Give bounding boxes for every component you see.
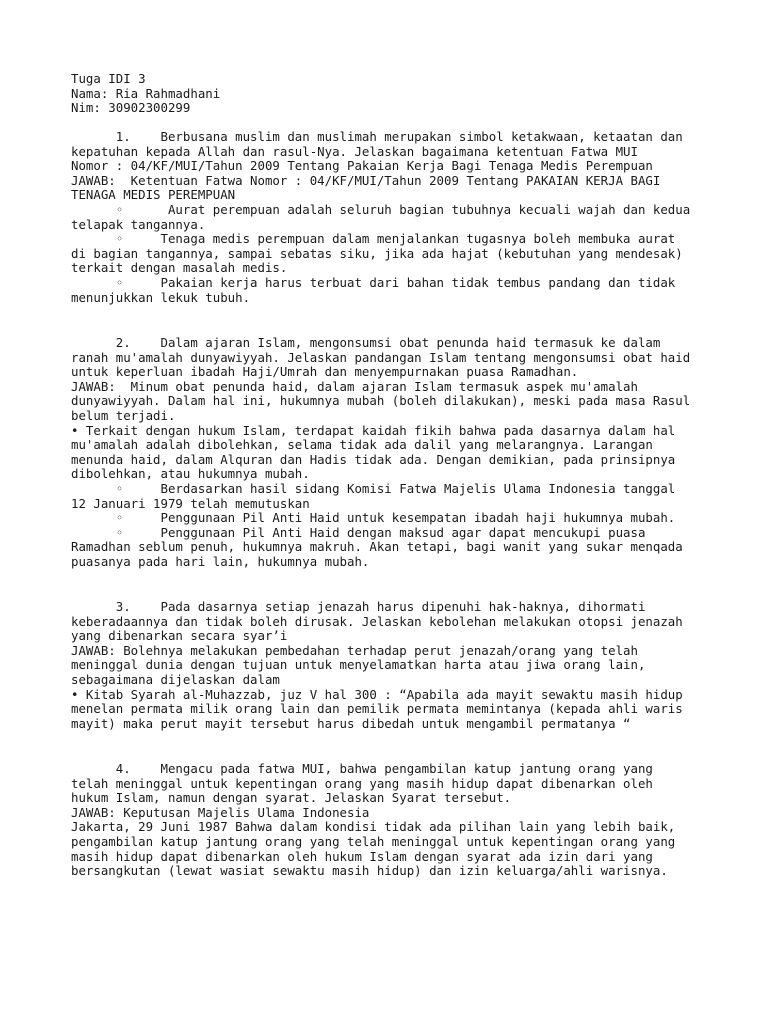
text-line: Nomor : 04/KF/MUI/Tahun 2009 Tentang Pakaian Kerja Bagi Tenaga Medis Perempuan [71, 158, 653, 174]
text-line: ◦ Penggunaan Pil Anti Haid dengan maksud agar dapat mencukupi puasa [71, 524, 646, 540]
question-2 [71, 336, 711, 570]
document-header [71, 72, 711, 116]
text-line: 3. Pada dasarnya setiap jenazah harus dipenuhi hak-haknya, dihormati [71, 599, 646, 614]
text-line: belum terjadi. [71, 407, 176, 423]
text-line: • Terkait dengan hukum Islam, terdapat kaidah fikih bahwa pada dasarnya dalam hal [71, 422, 676, 438]
text-line: masih hidup dapat dibenarkan oleh hukum Islam dengan syarat ada izin dari yang [71, 848, 653, 864]
text-line: kepatuhan kepada Allah dan rasul-Nya. Jelaskan bagaimana ketentuan Fatwa MUI [71, 143, 638, 159]
text-line: ◦ Berdasarkan hasil sidang Komisi Fatwa Majelis Ulama Indonesia tanggal [71, 480, 676, 496]
question-1 [71, 130, 711, 305]
text-line: • Kitab Syarah al-Muhazzab, juz V hal 300 : “Apabila ada mayit sewaktu masih hidup [71, 686, 683, 702]
text-line: Ramadhan seblum penuh, hukumnya makruh. Akan tetapi, bagi wanit yang sukar menqada [71, 539, 683, 555]
text-line: ◦ Pakaian kerja harus terbuat dari bahan tidak tembus pandang dan tidak [71, 274, 676, 290]
text-line: 1. Berbusana muslim dan muslimah merupakan simbol ketakwaan, ketaatan dan [71, 129, 683, 144]
text-line: pengambilan katup jantung orang yang telah meninggal untuk kepentingan orang yang [71, 833, 676, 849]
text-line: mayit) maka perut mayit tersebut harus dibedah untuk mengambil permatanya “ [71, 715, 631, 731]
text-line: telapak tangannya. [71, 216, 206, 232]
text-line: untuk keperluan ibadah Haji/Umrah dan menyempurnakan puasa Ramadhan. [71, 364, 579, 380]
student-id: Nim: 30902300299 [71, 100, 191, 116]
text-line: hukum Islam, namun dengan syarat. Jelaskan Syarat tersebut. [71, 790, 512, 806]
text-line: sebagaimana dijelaskan dalam [71, 671, 280, 687]
text-line: keberadaannya dan tidak boleh dirusak. Jelaskan kebolehan melakukan otopsi jenazah [71, 613, 683, 629]
text-line: menunjukkan lekuk tubuh. [71, 289, 251, 305]
text-line: dunyawiyyah. Dalam hal ini, hukumnya mubah (boleh dilakukan), meski pada masa Rasul [71, 393, 691, 409]
text-line: mu'amalah adalah dibolehkan, selama tidak ada dalil yang melarangnya. Larangan [71, 437, 653, 453]
text-line: meninggal dunia dengan tujuan untuk menyelamatkan harta atau jiwa orang lain, [71, 657, 646, 673]
text-line: puasanya pada hari lain, hukumnya mubah. [71, 553, 370, 569]
text-line: 2. Dalam ajaran Islam, mengonsumsi obat penunda haid termasuk ke dalam [71, 335, 661, 350]
text-line: JAWAB: Keputusan Majelis Ulama Indonesia [71, 804, 370, 820]
question-4 [71, 762, 711, 879]
text-line: terkait dengan masalah medis. [71, 260, 288, 276]
text-line: JAWAB: Ketentuan Fatwa Nomor : 04/KF/MUI/Tahun 2009 Tentang PAKAIAN KERJA BAGI [71, 172, 661, 188]
assignment-title: Tuga IDI 3 [71, 71, 146, 86]
text-line: 4. Mengacu pada fatwa MUI, bahwa pengambilan katup jantung orang yang [71, 761, 653, 776]
text-line: di bagian tangannya, sampai sebatas siku, jika ada hajat (kebutuhan yang mendesak) [71, 245, 683, 261]
text-line: JAWAB: Minum obat penunda haid, dalam ajaran Islam termasuk aspek mu'amalah [71, 378, 638, 394]
text-line: menelan permata milik orang lain dan pemilik permata memintanya (kepada ahli waris [71, 701, 683, 717]
text-line: ◦ Aurat perempuan adalah seluruh bagian tubuhnya kecuali wajah dan kedua [71, 201, 691, 217]
text-line: JAWAB: Bolehnya melakukan pembedahan terhadap perut jenazah/orang yang telah [71, 642, 638, 658]
text-line: TENAGA MEDIS PEREMPUAN [71, 187, 236, 203]
text-line: menunda haid, dalam Alquran dan Hadis tidak ada. Dengan demikian, pada prinsipnya [71, 451, 676, 467]
text-line: ranah mu'amalah dunyawiyyah. Jelaskan pandangan Islam tentang mengonsumsi obat haid [71, 349, 691, 365]
text-line: Jakarta, 29 Juni 1987 Bahwa dalam kondisi tidak ada pilihan lain yang lebih baik, [71, 819, 676, 835]
text-line: 12 Januari 1979 telah memutuskan [71, 495, 310, 511]
student-name: Nama: Ria Rahmadhani [71, 85, 221, 101]
question-3 [71, 600, 711, 731]
text-line: bersangkutan (lewat wasiat sewaktu masih hidup) dan izin keluarga/ahli warisnya. [71, 863, 668, 879]
text-line: yang dibenarkan secara syar’i [71, 628, 288, 644]
text-line: ◦ Tenaga medis perempuan dalam menjalankan tugasnya boleh membuka aurat [71, 231, 676, 247]
text-line: telah meninggal untuk kepentingan orang yang masih hidup dapat dibenarkan oleh [71, 775, 653, 791]
text-line: ◦ Penggunaan Pil Anti Haid untuk kesempatan ibadah haji hukumnya mubah. [71, 510, 676, 526]
text-line: dibolehkan, atau hukumnya mubah. [71, 466, 310, 482]
